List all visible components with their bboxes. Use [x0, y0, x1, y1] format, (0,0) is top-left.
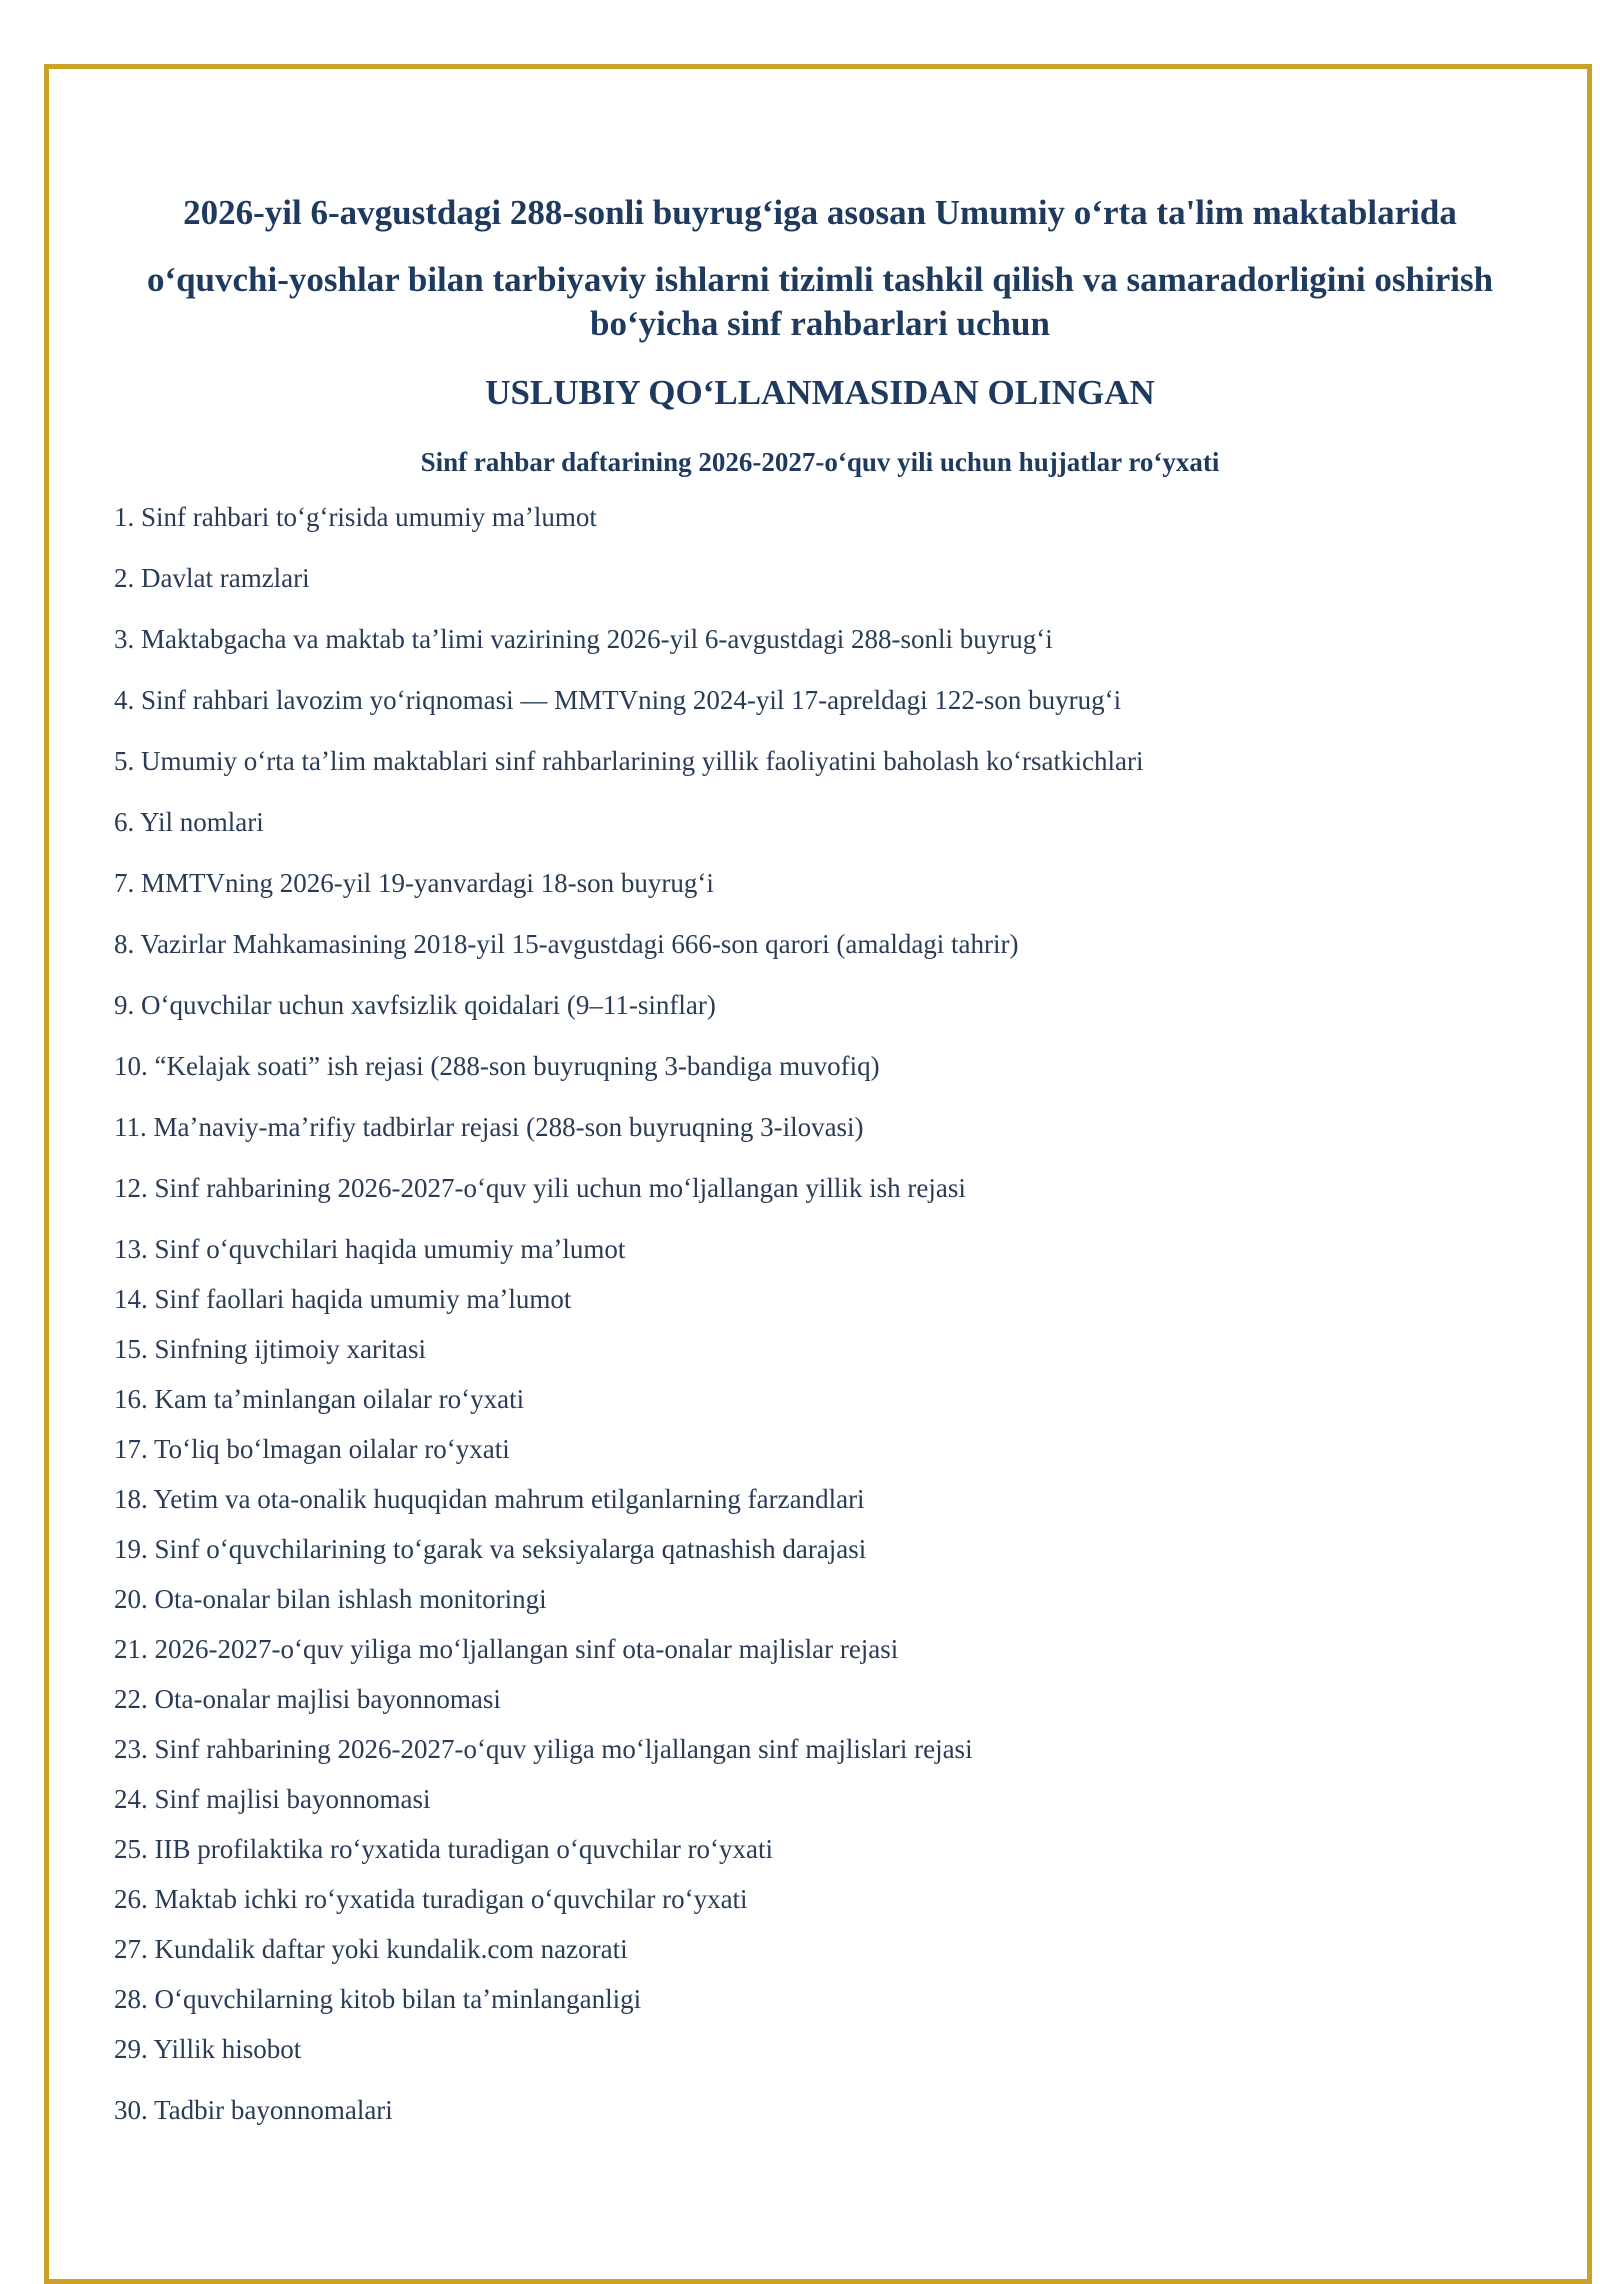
list-item: 3. Maktabgacha va maktab taʼlimi vazirining 2026-yil 6-avgustdagi 288-sonli buyrugʻi: [114, 624, 1053, 654]
list-item: 15. Sinfning ijtimoiy xaritasi: [114, 1334, 426, 1364]
list-item: 28. Oʻquvchilarning kitob bilan taʼminlanganligi: [114, 1984, 642, 2014]
list-item: 18. Yetim va ota-onalik huquqidan mahrum etilganlarning farzandlari: [114, 1484, 865, 1514]
list-item: 23. Sinf rahbarining 2026-2027-oʻquv yiliga moʻljallangan sinf majlislari rejasi: [114, 1734, 973, 1764]
list-item: 4. Sinf rahbari lavozim yoʻriqnomasi — MMTVning 2024-yil 17-apreldagi 122-son buyrugʻi: [114, 685, 1122, 715]
list-item: 7. MMTVning 2026-yil 19-yanvardagi 18-son buyrugʻi: [114, 868, 714, 898]
header-line-3: USLUBIY QOʻLLANMASIDAN OLINGAN: [485, 373, 1155, 412]
list-item: 2. Davlat ramzlari: [114, 563, 310, 593]
list-item: 17. Toʻliq boʻlmagan oilalar roʻyxati: [114, 1434, 510, 1464]
list-item: 14. Sinf faollari haqida umumiy maʼlumot: [114, 1284, 572, 1314]
list-item: 16. Kam taʼminlangan oilalar roʻyxati: [114, 1384, 525, 1414]
list-item: 13. Sinf oʻquvchilari haqida umumiy maʼlumot: [114, 1234, 626, 1264]
header-line-1: 2026-yil 6-avgustdagi 288-sonli buyrugʻiga asosan Umumiy oʻrta ta'lim maktablarida: [183, 193, 1457, 232]
list-item: 27. Kundalik daftar yoki kundalik.com nazorati: [114, 1934, 628, 1964]
list-item: 1. Sinf rahbari toʻgʻrisida umumiy maʼlumot: [114, 502, 597, 532]
list-item: 19. Sinf oʻquvchilarining toʻgarak va seksiyalarga qatnashish darajasi: [114, 1534, 867, 1564]
list-item: 22. Ota-onalar majlisi bayonnomasi: [114, 1684, 501, 1714]
list-item: 10. “Kelajak soati” ish rejasi (288-son buyruqning 3-bandiga muvofiq): [114, 1051, 880, 1081]
list-item: 24. Sinf majlisi bayonnomasi: [114, 1784, 431, 1814]
list-item: 11. Maʼnaviy-maʼrifiy tadbirlar rejasi (288-son buyruqning 3-ilovasi): [114, 1112, 864, 1142]
list-item: 12. Sinf rahbarining 2026-2027-oʻquv yili uchun moʻljallangan yillik ish rejasi: [114, 1173, 966, 1203]
list-item: 25. IIB profilaktika roʻyxatida turadigan oʻquvchilar roʻyxati: [114, 1834, 774, 1864]
list-item: 9. Oʻquvchilar uchun xavfsizlik qoidalari (9–11-sinflar): [114, 990, 716, 1020]
list-item: 8. Vazirlar Mahkamasining 2018-yil 15-avgustdagi 666-son qarori (amaldagi tahrir): [114, 929, 1019, 959]
list-item: 26. Maktab ichki roʻyxatida turadigan oʻquvchilar roʻyxati: [114, 1884, 748, 1914]
header-line-2: oʻquvchi-yoshlar bilan tarbiyaviy ishlarni tizimli tashkil qilish va samaradorligini oshirish boʻyicha sinf rahbarlari uchun: [146, 260, 1494, 343]
list-item: 20. Ota-onalar bilan ishlash monitoringi: [114, 1584, 547, 1614]
list-item: 30. Tadbir bayonnomalari: [114, 2095, 393, 2125]
list-item: 5. Umumiy oʻrta taʼlim maktablari sinf rahbarlarining yillik faoliyatini baholash koʻrsatkichlari: [114, 746, 1144, 776]
list-item: 29. Yillik hisobot: [114, 2034, 302, 2064]
document-list: [114, 500, 1514, 2127]
list-item: 21. 2026-2027-oʻquv yiliga moʻljallangan sinf ota-onalar majlislar rejasi: [114, 1634, 899, 1664]
document-subtitle: Sinf rahbar daftarining 2026-2027-oʻquv yili uchun hujjatlar roʻyxati: [420, 447, 1220, 477]
list-item: 6. Yil nomlari: [114, 807, 264, 837]
